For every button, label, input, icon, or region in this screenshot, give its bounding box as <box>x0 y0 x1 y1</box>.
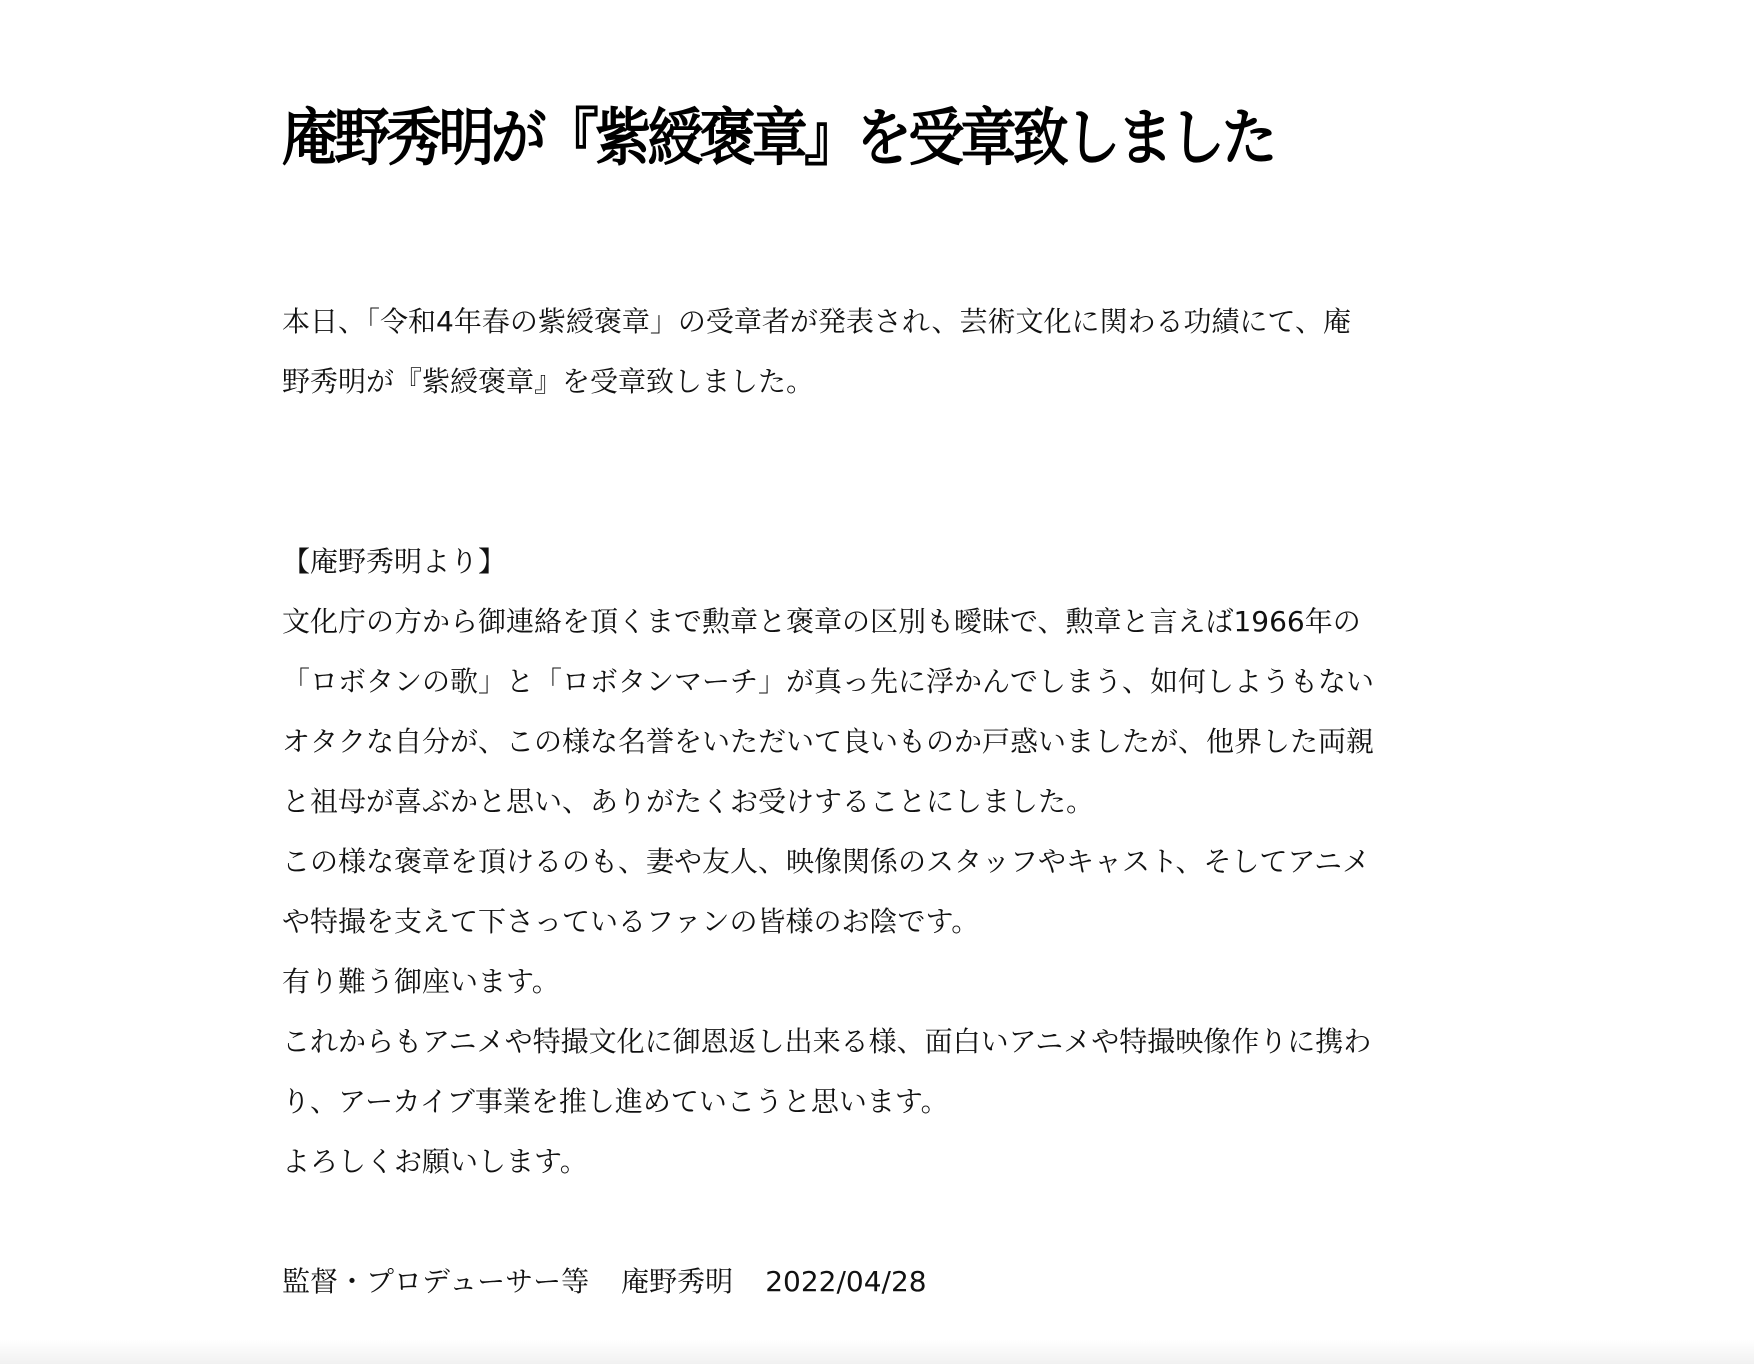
message-line: この様な褒章を頂けるのも、妻や友人、映像関係のスタッフやキャスト、そしてアニメ <box>282 845 1371 878</box>
message-line: と祖母が喜ぶかと思い、ありがたくお受けすることにしました。 <box>282 785 1095 818</box>
message-line: よろしくお願いします。 <box>282 1145 588 1178</box>
message-line: これからもアニメや特撮文化に御恩返し出来る様、面白いアニメや特撮映像作りに携わ <box>282 1025 1372 1058</box>
intro-line: 本日、「令和4年春の紫綬褒章」の受章者が発表され、芸術文化に関わる功績にて、庵 <box>282 305 1351 338</box>
message-line: 文化庁の方から御連絡を頂くまで勲章と褒章の区別も曖昧で、勲章と言えば1966年の <box>282 605 1361 638</box>
message-line: や特撮を支えて下さっているファンの皆様のお陰です。 <box>282 905 980 938</box>
paragraph-gap <box>282 412 1472 532</box>
message-line: り、アーカイブ事業を推し進めていこうと思います。 <box>282 1085 949 1118</box>
message-heading: 【庵野秀明より】 <box>282 545 507 578</box>
bottom-shade <box>0 1340 1754 1364</box>
signature-date: 2022/04/28 <box>765 1265 927 1298</box>
message-line: 有り難う御座います。 <box>282 965 560 998</box>
signature <box>282 1252 1472 1312</box>
article-title: 庵野秀明が『紫綬褒章』を受章致しました <box>282 101 1274 174</box>
intro-line: 野秀明が『紫綬褒章』を受章致しました。 <box>282 365 815 398</box>
signature-role: 監督・プロデューサー等 <box>282 1265 590 1298</box>
message-line: オタクな自分が、この様な名誉をいただいて良いものか戸惑いましたが、他界した両親 <box>282 725 1375 758</box>
message-line: 「ロボタンの歌」と「ロボタンマーチ」が真っ先に浮かんでしまう、如何しようもない <box>282 665 1375 698</box>
article-body <box>282 292 1472 1312</box>
article <box>282 92 1472 1298</box>
paragraph-gap <box>282 1192 1472 1252</box>
signature-name: 庵野秀明 <box>621 1265 734 1298</box>
